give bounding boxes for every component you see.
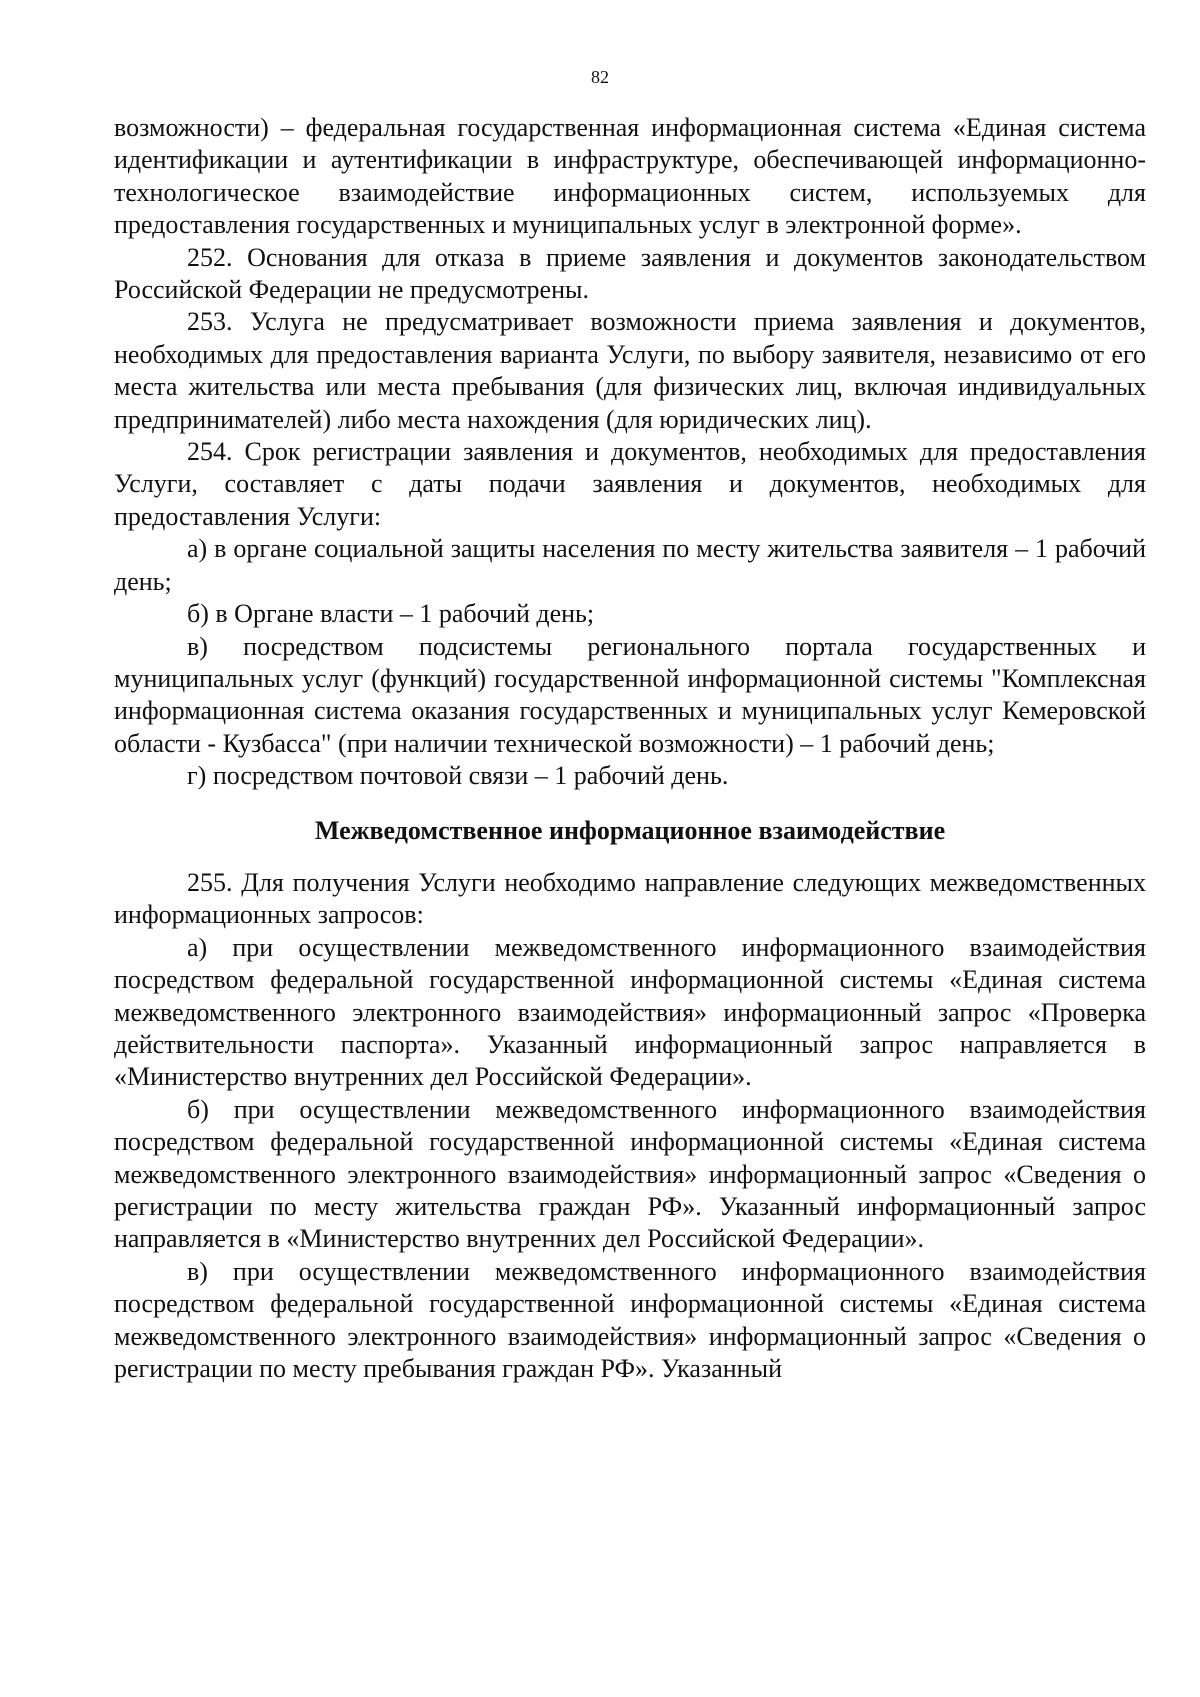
paragraph-254-b: б) в Органе власти – 1 рабочий день; xyxy=(187,599,595,629)
paragraph-continuation: возможности) – федеральная государственная информационная система «Единая система идентификации и аутентификации в инфраструктуре, обеспечивающей информационно-технологическое взаимодействие информационных систем, используемых для предоставления государственных и муниципальных услуг в электронной форме». xyxy=(114,113,1146,240)
paragraph-255-v: в) при осуществлении межведомственного информационного взаимодействия посредством федеральной государственной информационной системы «Единая система межведомственного электронного взаимодействия» информационный запрос «Сведения о регистрации по месту пребывания граждан РФ». Указанный xyxy=(114,1256,1146,1384)
document-body xyxy=(114,112,1146,1385)
paragraph-255-a: а) при осуществлении межведомственного информационного взаимодействия посредством федеральной государственной информационной системы «Единая система межведомственного электронного взаимодействия» информационный запрос «Проверка действительности паспорта». Указанный информационный запрос направляется в «Министерство внутренних дел Российской Федерации». xyxy=(114,932,1146,1092)
paragraph-254-g: г) посредством почтовой связи – 1 рабочий день. xyxy=(187,761,729,791)
section-heading: Межведомственное информационное взаимодействие xyxy=(314,815,946,845)
paragraph-254-v: в) посредством подсистемы регионального портала государственных и муниципальных услуг (функций) государственной информационной системы "Комплексная информационная система оказания государственных и муниципальных услуг Кемеровской области - Кузбасса" (при наличии технической возможности) – 1 рабочий день; xyxy=(114,631,1146,758)
paragraph-255: 255. Для получения Услуги необходимо направление следующих межведомственных информационных запросов: xyxy=(114,867,1146,930)
paragraph-254: 254. Срок регистрации заявления и документов, необходимых для предоставления Услуги, составляет с даты подачи заявления и документов, необходимых для предоставления Услуги: xyxy=(114,437,1146,531)
paragraph-252: 252. Основания для отказа в приеме заявления и документов законодательством Российской Федерации не предусмотрены. xyxy=(114,242,1146,305)
paragraph-254-a: а) в органе социальной защиты населения по месту жительства заявителя – 1 рабочий день; xyxy=(114,534,1146,596)
paragraph-253: 253. Услуга не предусматривает возможности приема заявления и документов, необходимых для предоставления варианта Услуги, по выбору заявителя, независимо от его места жительства или места пребывания (для физических лиц, включая индивидуальных предпринимателей) либо места нахождения (для юридических лиц). xyxy=(114,307,1146,434)
page-number: 82 xyxy=(591,67,609,87)
paragraph-255-b: б) при осуществлении межведомственного информационного взаимодействия посредством федеральной государственной информационной системы «Единая система межведомственного электронного взаимодействия» информационный запрос «Сведения о регистрации по месту жительства граждан РФ». Указанный информационный запрос направляется в «Министерство внутренних дел Российской Федерации». xyxy=(114,1094,1146,1254)
